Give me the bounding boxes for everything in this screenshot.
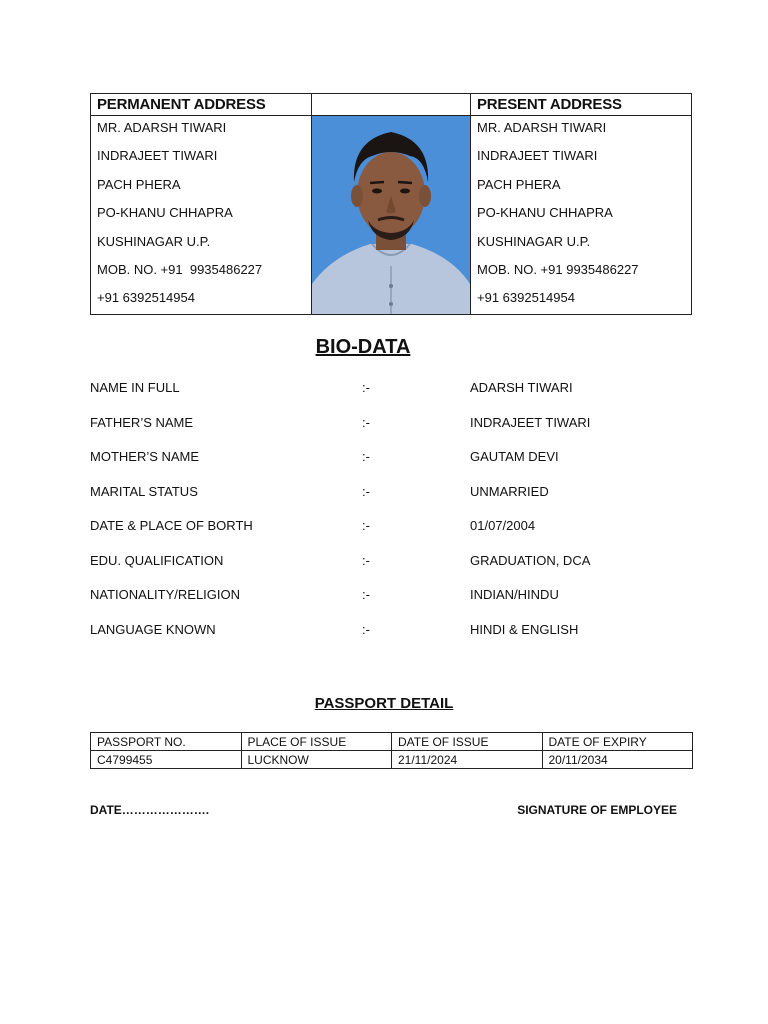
person-portrait-icon — [312, 116, 470, 314]
bio-label: FATHER’S NAME — [90, 415, 194, 430]
table-cell: 20/11/2034 — [542, 751, 693, 769]
permanent-address-heading: PERMANENT ADDRESS — [91, 94, 311, 116]
permanent-address-column — [91, 94, 312, 314]
bio-label: DATE & PLACE OF BORTH — [90, 518, 253, 533]
bio-label: EDU. QUALIFICATION — [90, 553, 224, 568]
table-header-cell: DATE OF ISSUE — [392, 733, 543, 751]
bio-label: MOTHER’S NAME — [90, 449, 200, 464]
bio-separator: :- — [362, 484, 370, 499]
bio-value: HINDI & ENGLISH — [470, 622, 579, 637]
bio-value: ADARSH TIWARI — [470, 380, 573, 395]
bio-value: UNMARRIED — [470, 484, 549, 499]
address-line: KUSHINAGAR U.P. — [477, 233, 591, 249]
bio-label: NAME IN FULL — [90, 380, 180, 395]
address-line: PO-KHANU CHHAPRA — [97, 205, 233, 221]
address-line: MR. ADARSH TIWARI — [97, 120, 227, 135]
bio-separator: :- — [362, 449, 370, 464]
permanent-address-lines — [91, 116, 311, 317]
bio-row-marital — [90, 482, 690, 502]
passport-detail-title: PASSPORT DETAIL — [314, 695, 454, 712]
bio-label: LANGUAGE KNOWN — [90, 622, 216, 637]
bio-value: INDRAJEET TIWARI — [470, 415, 591, 430]
address-table — [90, 93, 692, 315]
bio-label: NATIONALITY/RELIGION — [90, 587, 241, 602]
address-line: PO-KHANU CHHAPRA — [477, 205, 613, 221]
address-line: INDRAJEET TIWARI — [477, 148, 598, 164]
table-cell: 21/11/2024 — [392, 751, 543, 769]
mobile-line: MOB. NO. +91 9935486227 — [97, 261, 263, 277]
address-line: PACH PHERA — [97, 176, 181, 192]
address-line: KUSHINAGAR U.P. — [97, 233, 211, 249]
photo-column — [312, 94, 471, 314]
bio-separator: :- — [362, 518, 370, 533]
phone-line: +91 6392514954 — [97, 290, 195, 306]
bio-row-birth — [90, 516, 690, 536]
passport-photo — [312, 116, 470, 314]
bio-separator: :- — [362, 622, 370, 637]
table-cell: LUCKNOW — [241, 751, 392, 769]
phone-line: +91 6392514954 — [477, 290, 575, 306]
bio-value: 01/07/2004 — [470, 518, 536, 533]
bio-row-qualification — [90, 551, 690, 571]
table-header-cell: PLACE OF ISSUE — [241, 733, 392, 751]
present-address-heading: PRESENT ADDRESS — [471, 94, 691, 116]
bio-data-title: BIO-DATA — [315, 336, 411, 358]
address-line: INDRAJEET TIWARI — [97, 148, 218, 164]
bio-separator: :- — [362, 415, 370, 430]
table-row — [91, 751, 693, 769]
bio-separator: :- — [362, 553, 370, 568]
passport-table — [90, 732, 693, 769]
bio-separator: :- — [362, 587, 370, 602]
signature-label: SIGNATURE OF EMPLOYEE — [517, 803, 677, 817]
table-header-row — [91, 733, 693, 751]
table-header-cell: DATE OF EXPIRY — [542, 733, 693, 751]
bio-label: MARITAL STATUS — [90, 484, 198, 499]
bio-row-name — [90, 378, 690, 398]
address-line: MR. ADARSH TIWARI — [477, 120, 607, 135]
address-line: PACH PHERA — [477, 176, 561, 192]
present-address-lines — [471, 116, 691, 317]
mobile-line: MOB. NO. +91 9935486227 — [477, 261, 639, 277]
present-address-column — [471, 94, 691, 314]
bio-value: INDIAN/HINDU — [470, 587, 559, 602]
table-cell: C4799455 — [91, 751, 242, 769]
bio-row-mother — [90, 447, 690, 467]
bio-value: GAUTAM DEVI — [470, 449, 559, 464]
bio-separator: :- — [362, 380, 370, 395]
bio-value: GRADUATION, DCA — [470, 553, 591, 568]
bio-row-father — [90, 413, 690, 433]
bio-row-language — [90, 620, 690, 640]
bio-row-nationality — [90, 585, 690, 605]
table-header-cell: PASSPORT NO. — [91, 733, 242, 751]
date-field: DATE…………………. — [90, 803, 210, 817]
photo-heading-cell — [312, 94, 470, 116]
